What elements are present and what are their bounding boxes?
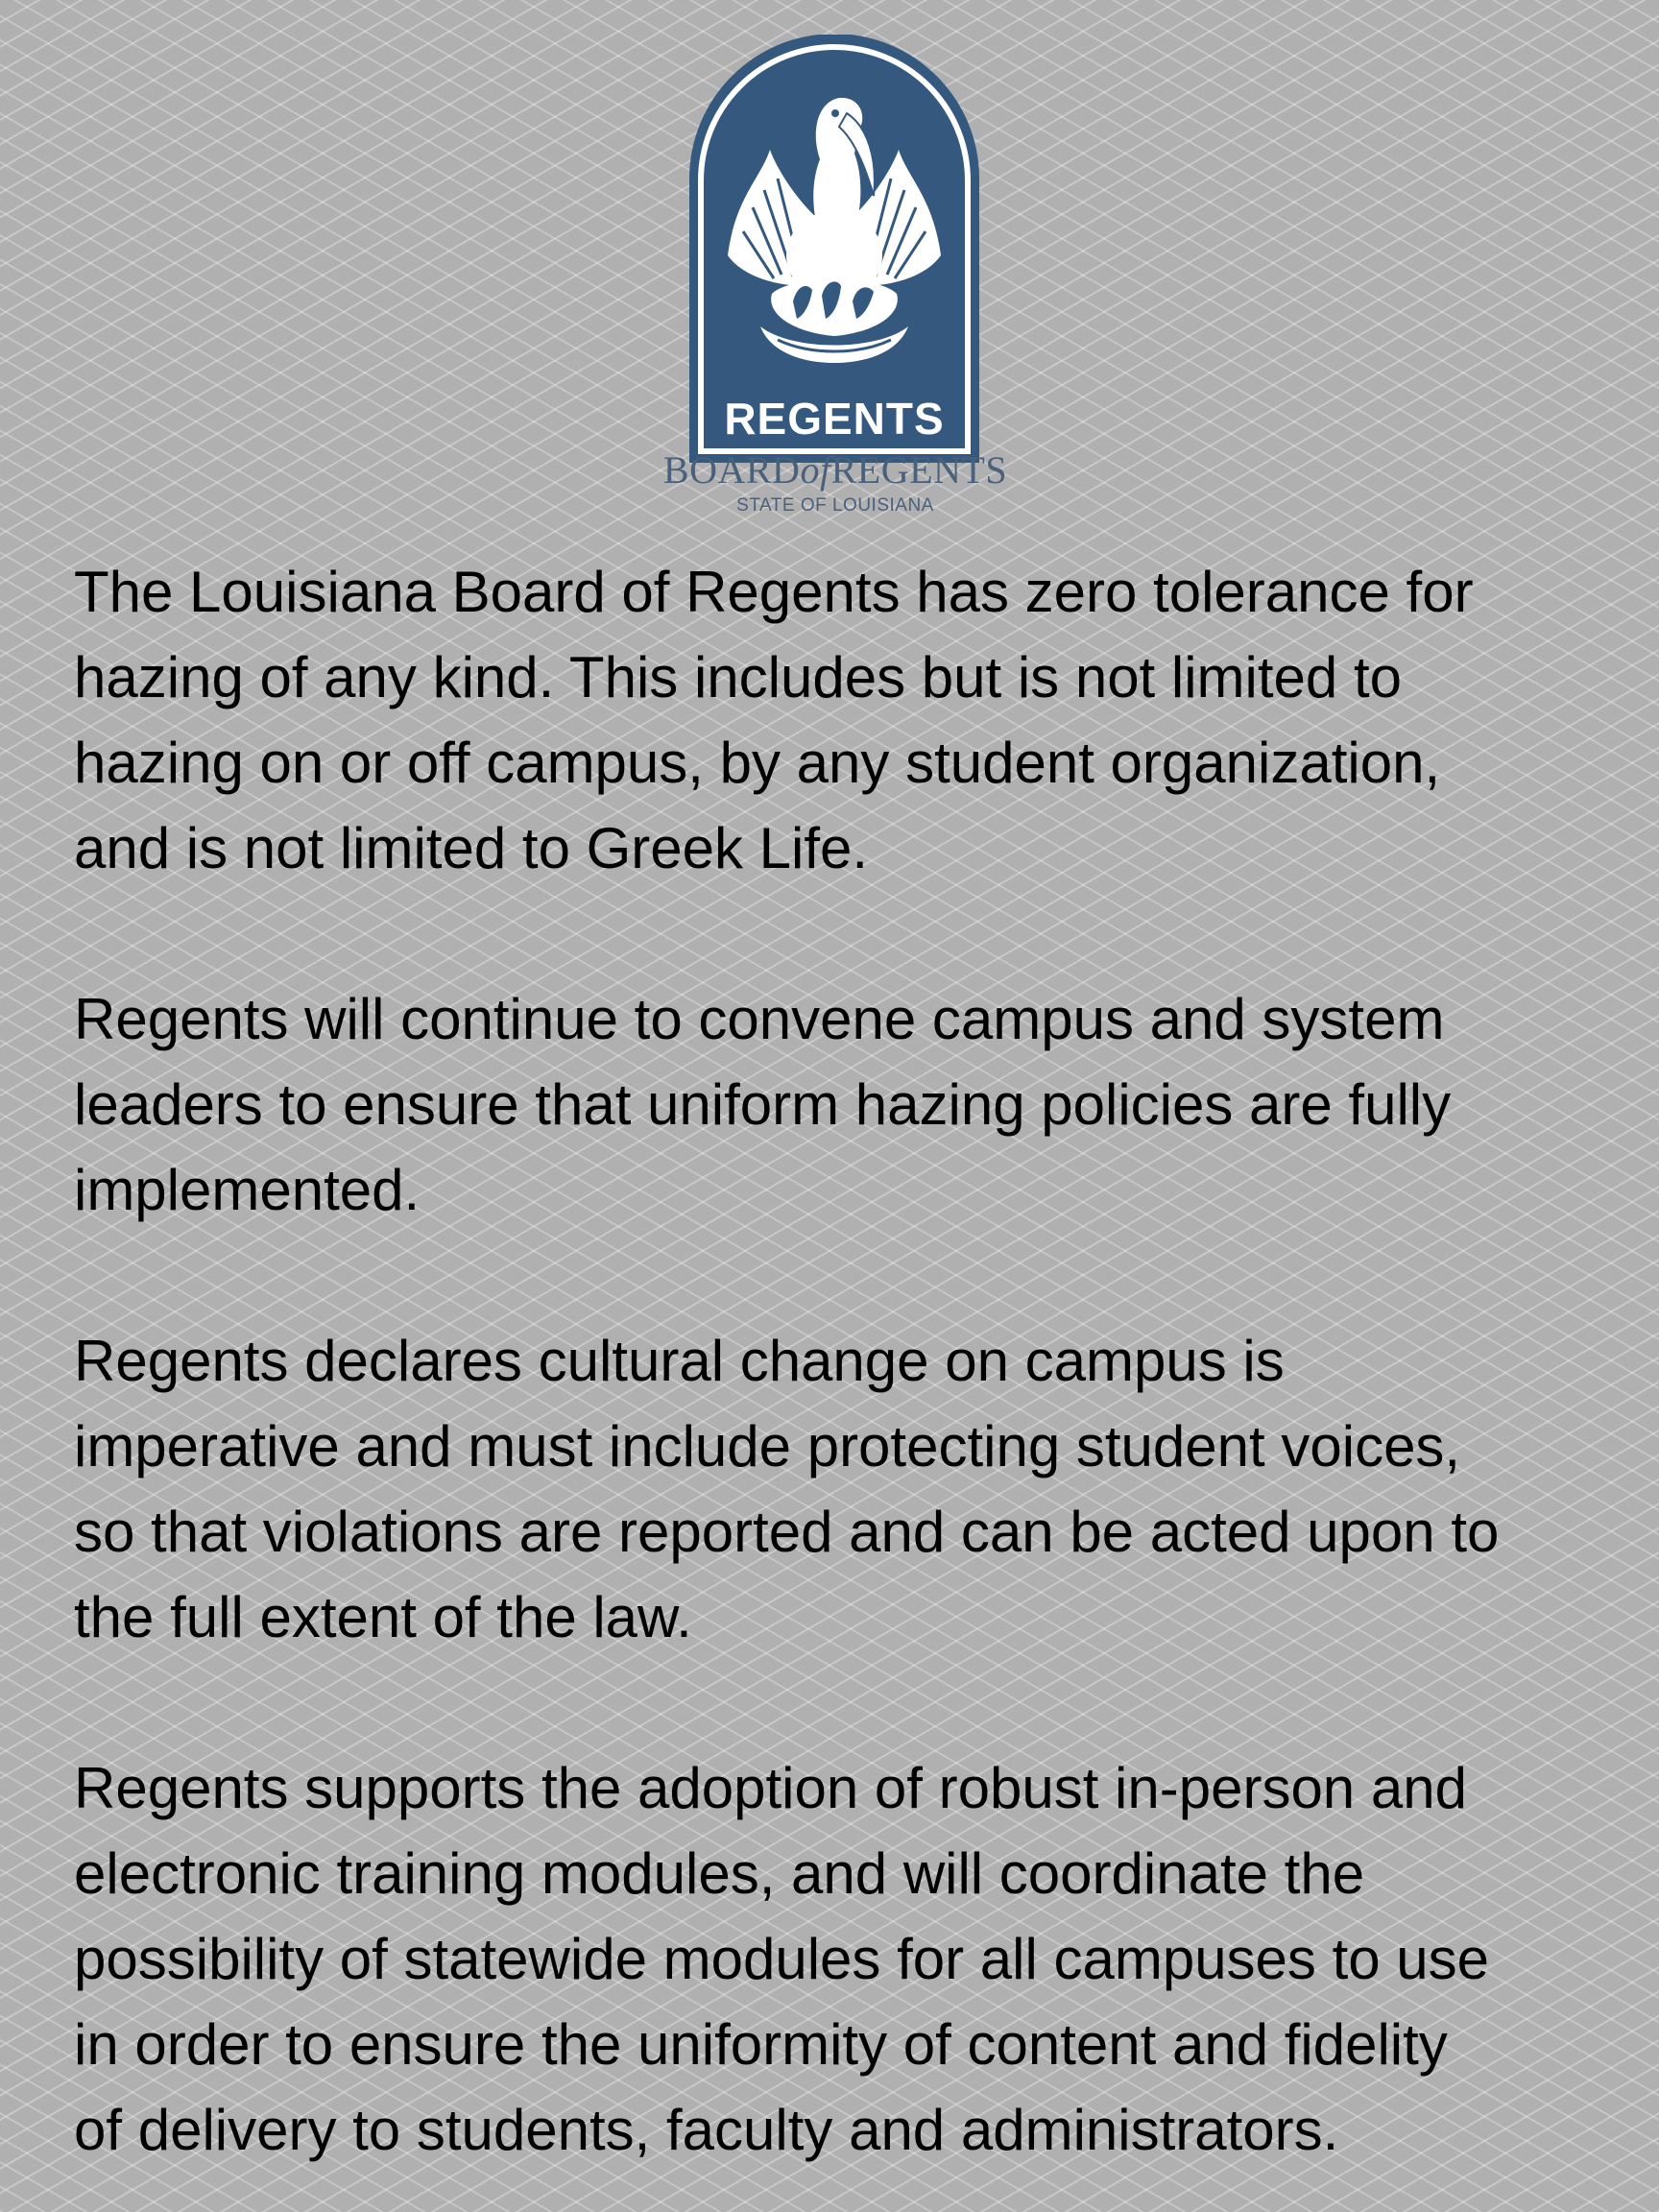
statement-paragraph-3: Regents declares cultural change on campus is imperative and must include protecting student voices, so that violations are reported and can be acted upon to the full extent of the law. <box>74 1329 1500 1649</box>
hazing-policy-statement <box>74 549 1610 2173</box>
board-of-regents-logo <box>643 29 1027 528</box>
pelican-seal-icon <box>685 35 983 467</box>
statement-paragraph-2: Regents will continue to convene campus and system leaders to ensure that uniform hazing policies are fully implemented. <box>74 987 1452 1222</box>
regents-word: REGENTS <box>830 448 1008 492</box>
of-word: of <box>800 448 831 492</box>
state-of-louisiana-label: STATE OF LOUISIANA <box>736 495 934 516</box>
statement-paragraph-4: Regents supports the adoption of robust in-person and electronic training modules, and will coordinate the possibility of statewide modules for all campuses to use in order to ensure the uniformity of content and fidelity of delivery to students, faculty and administrators. <box>74 1756 1490 2162</box>
board-word: BOARD <box>662 448 801 492</box>
statement-paragraph-1: The Louisiana Board of Regents has zero tolerance for hazing of any kind. This includes but is not limited to hazing on or off campus, by any student organization, and is not limited to Greek Life. <box>74 560 1474 880</box>
seal-text: REGENTS <box>724 394 945 444</box>
board-of-regents-wordmark <box>643 447 1027 493</box>
